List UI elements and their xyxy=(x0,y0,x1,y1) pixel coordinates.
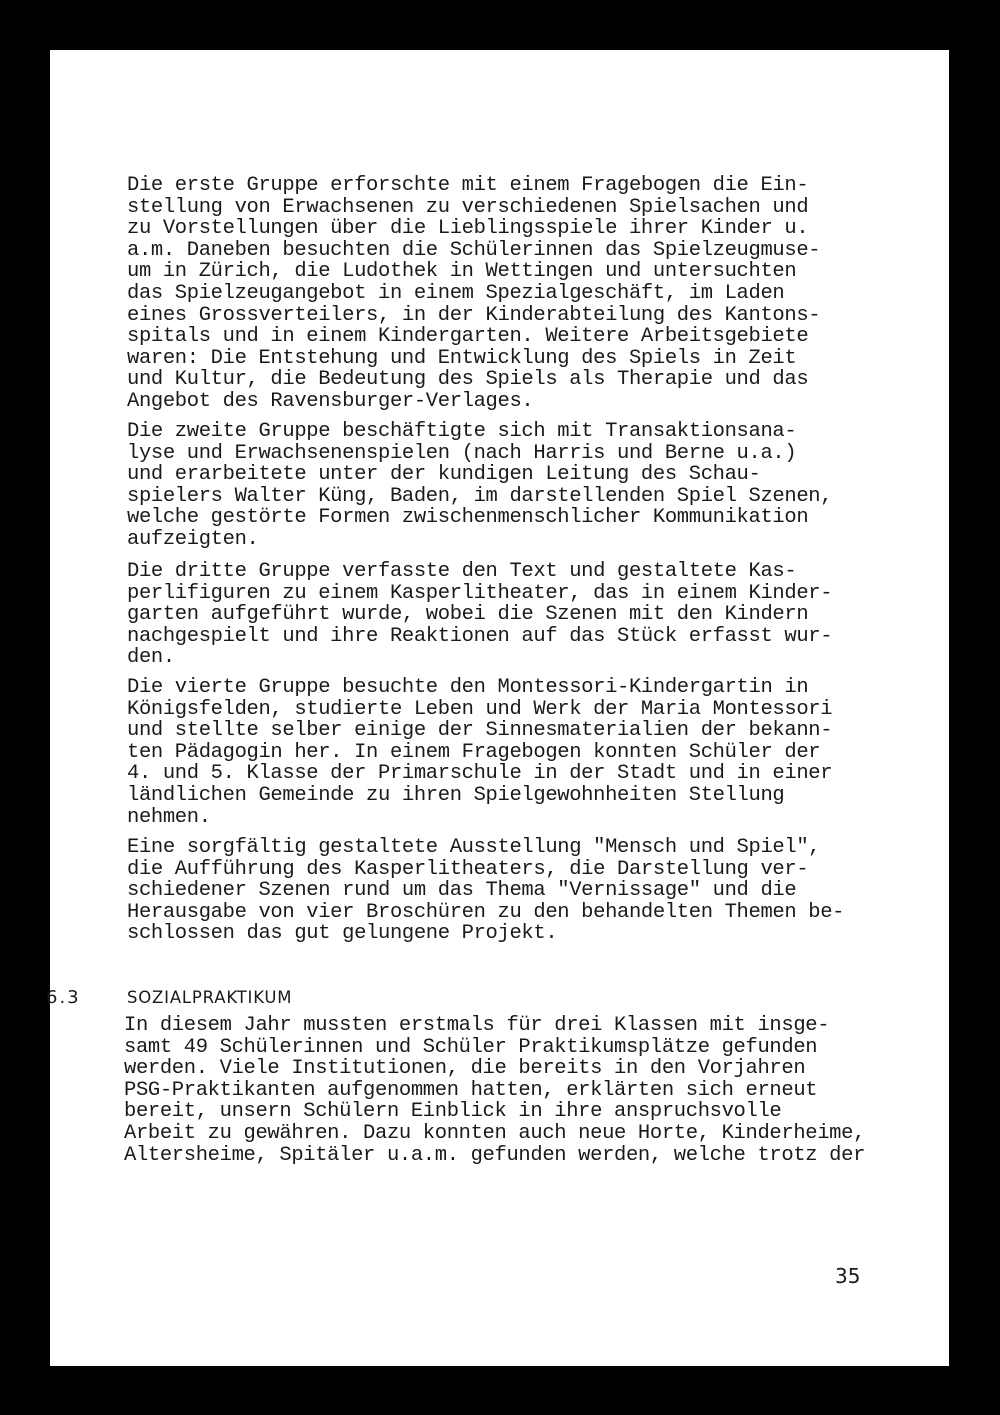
text-line: und Kultur, die Bedeutung des Spiels als Therapie und das xyxy=(127,368,809,392)
text-line: spielers Walter Küng, Baden, im darstellenden Spiel Szenen, xyxy=(127,484,833,508)
text-line: waren: Die Entstehung und Entwicklung des Spiels in Zeit xyxy=(127,346,797,370)
text-line: 4. und 5. Klasse der Primarschule in der Stadt und in einer xyxy=(127,762,833,786)
paragraph-exhibition-summary xyxy=(127,837,927,945)
text-line: welche gestörte Formen zwischenmenschlicher Kommunikation xyxy=(127,506,809,530)
text-line: a.m. Daneben besuchten die Schülerinnen das Spielzeugmuse- xyxy=(127,238,821,262)
text-line: nehmen. xyxy=(127,805,211,829)
text-line: ten Pädagogin her. In einem Fragebogen konnten Schüler der xyxy=(127,740,821,764)
text-line: Die zweite Gruppe beschäftigte sich mit Transaktionsana- xyxy=(127,420,797,443)
text-line: zu Vorstellungen über die Lieblingsspiele ihrer Kinder u. xyxy=(127,217,809,241)
text-line: Die vierte Gruppe besuchte den Montessori-Kindergartin in xyxy=(127,676,809,699)
paragraph-first-group xyxy=(127,175,927,413)
document-page xyxy=(46,50,949,1366)
text-line: PSG-Praktikanten aufgenommen hatten, erklärten sich erneut xyxy=(124,1078,818,1102)
text-line: werden. Viele Institutionen, die bereits in den Vorjahren xyxy=(124,1057,806,1081)
text-line: lyse und Erwachsenenspielen (nach Harris und Berne u.a.) xyxy=(127,441,797,465)
text-line: aufzeigten. xyxy=(127,527,259,551)
text-line: und erarbeitete unter der kundigen Leitung des Schau- xyxy=(127,463,761,487)
text-line: garten aufgeführt wurde, wobei die Szenen mit den Kindern xyxy=(127,603,809,627)
text-line: Die dritte Gruppe verfasste den Text und gestaltete Kas- xyxy=(127,560,797,583)
section-heading: SOZIALPRAKTIKUM xyxy=(127,988,293,1007)
text-line: stellung von Erwachsenen zu verschiedenen Spielsachen und xyxy=(127,195,809,219)
text-line: nachgespielt und ihre Reaktionen auf das Stück erfasst wur- xyxy=(127,624,833,648)
paragraph-sozialpraktikum xyxy=(124,1015,944,1166)
text-line: Angebot des Ravensburger-Verlages. xyxy=(127,389,534,413)
text-line: schlossen das gut gelungene Projekt. xyxy=(127,922,558,946)
text-line: Arbeit zu gewähren. Dazu konnten auch neue Horte, Kinderheime, xyxy=(124,1121,866,1145)
text-line: spitals und in einem Kindergarten. Weitere Arbeitsgebiete xyxy=(127,325,809,349)
text-line: In diesem Jahr mussten erstmals für drei Klassen mit insge- xyxy=(124,1014,830,1037)
text-line: Königsfelden, studierte Leben und Werk der Maria Montessori xyxy=(127,697,833,721)
text-line: perlifiguren zu einem Kasperlitheater, das in einem Kinder- xyxy=(127,581,833,605)
paragraph-fourth-group xyxy=(127,677,927,828)
paragraph-second-group xyxy=(127,421,927,551)
text-line: die Aufführung des Kasperlitheaters, die Darstellung ver- xyxy=(127,857,809,881)
section-number: 6.3 xyxy=(46,987,81,1008)
text-line: Die erste Gruppe erforschte mit einem Fragebogen die Ein- xyxy=(127,174,809,197)
text-line: das Spielzeugangebot in einem Spezialgeschäft, im Laden xyxy=(127,281,785,305)
text-line: ländlichen Gemeinde zu ihren Spielgewohnheiten Stellung xyxy=(127,783,785,807)
text-line: und stellte selber einige der Sinnesmaterialien der bekann- xyxy=(127,719,833,743)
text-line: um in Zürich, die Ludothek in Wettingen und untersuchten xyxy=(127,260,797,284)
text-line: den. xyxy=(127,646,175,670)
paragraph-third-group xyxy=(127,561,927,669)
text-line: schiedener Szenen rund um das Thema "Vernissage" und die xyxy=(127,879,797,903)
text-line: Herausgabe von vier Broschüren zu den behandelten Themen be- xyxy=(127,900,845,924)
text-line: Altersheime, Spitäler u.a.m. gefunden werden, welche trotz der xyxy=(124,1143,866,1167)
text-line: bereit, unsern Schülern Einblick in ihre anspruchsvolle xyxy=(124,1100,782,1124)
text-line: eines Grossverteilers, in der Kinderabteilung des Kantons- xyxy=(127,303,821,327)
text-line: Eine sorgfältig gestaltete Ausstellung "Mensch und Spiel", xyxy=(127,836,821,859)
page-number: 35 xyxy=(835,1264,861,1288)
text-line: samt 49 Schülerinnen und Schüler Praktikumsplätze gefunden xyxy=(124,1035,818,1059)
